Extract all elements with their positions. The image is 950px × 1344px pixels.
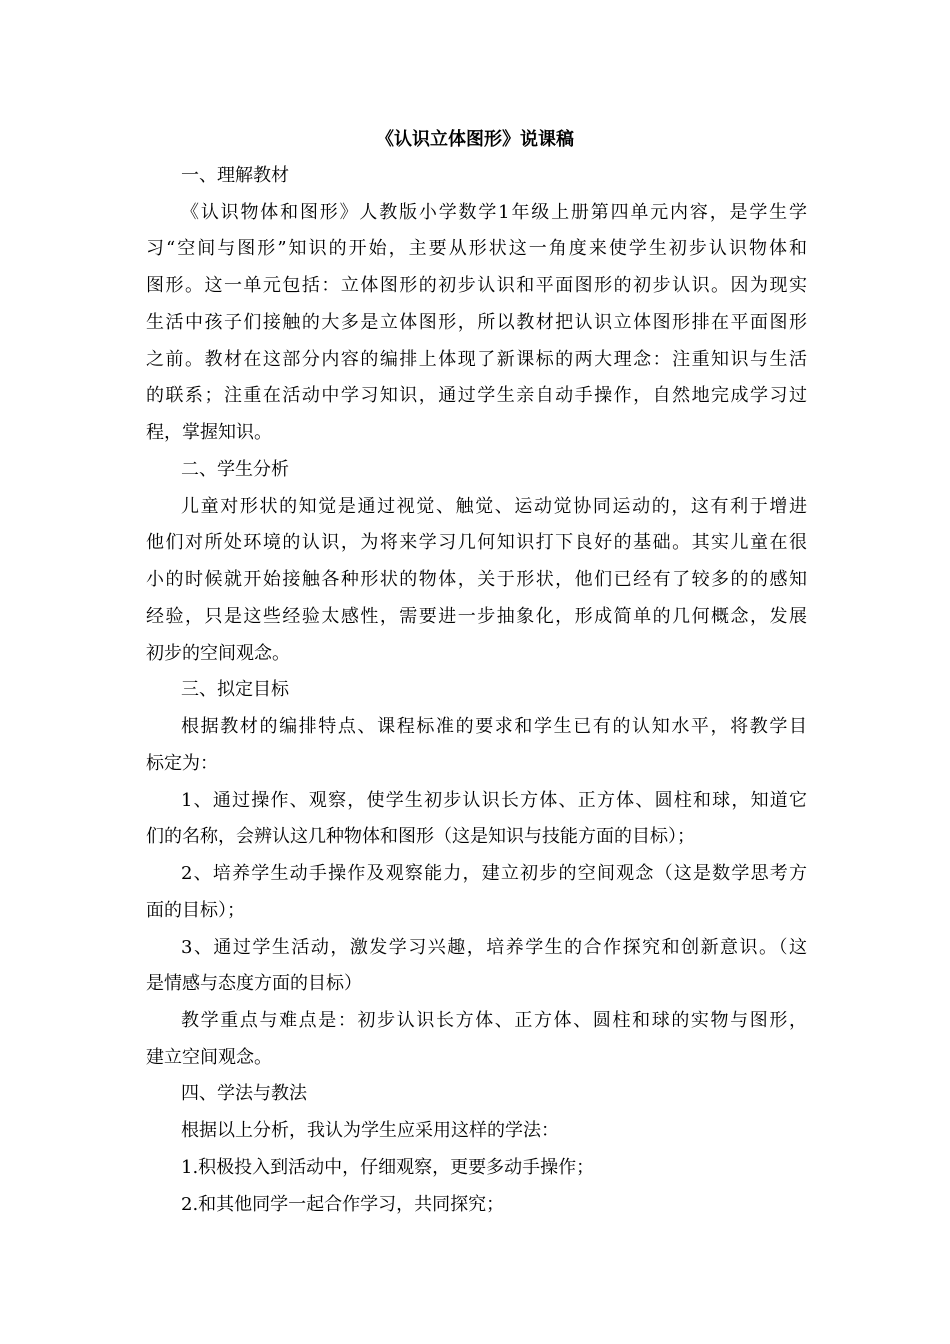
goal-item-line: 是情感与态度方面的目标） — [146, 973, 362, 994]
section-heading-student-analysis: 二、学生分析 — [181, 459, 289, 480]
paragraph-line: 的联系；注重在活动中学习知识，通过学生亲自动手操作，自然地完成学习过 — [146, 385, 807, 406]
paragraph-line: 他们对所处环境的认识，为将来学习几何知识打下良好的基础。其实儿童在很 — [146, 532, 807, 553]
paragraph-line: 生活中孩子们接触的大多是立体图形，所以教材把认识立体图形排在平面图形 — [146, 312, 807, 333]
paragraph-line: 根据以上分析，我认为学生应采用这样的学法： — [181, 1120, 559, 1141]
goal-item-line: 们的名称，会辨认这几种物体和图形（这是知识与技能方面的目标）； — [146, 826, 695, 847]
goal-item-line: 2、培养学生动手操作及观察能力，建立初步的空间观念（这是数学思考方 — [181, 863, 807, 884]
goal-item-line: 3、通过学生活动，激发学习兴趣，培养学生的合作探究和创新意识。（这 — [181, 937, 807, 958]
paragraph-line: 之前。教材在这部分内容的编排上体现了新课标的两大理念：注重知识与生活 — [146, 349, 807, 370]
section-heading-goals: 三、拟定目标 — [181, 679, 289, 700]
paragraph-line: 建立空间观念。 — [146, 1047, 272, 1068]
paragraph-line: 图形。这一单元包括：立体图形的初步认识和平面图形的初步认识。因为现实 — [146, 275, 807, 296]
paragraph-line: 根据教材的编排特点、课程标准的要求和学生已有的认知水平，将教学目 — [181, 716, 807, 737]
paragraph-line: 小的时候就开始接触各种形状的物体，关于形状，他们已经有了较多的的感知 — [146, 569, 807, 590]
paragraph-line: 习“空间与图形”知识的开始，主要从形状这一角度来使学生初步认识物体和 — [146, 238, 807, 259]
paragraph-line: 程，掌握知识。 — [146, 422, 272, 443]
section-heading-methods: 四、学法与教法 — [181, 1083, 307, 1104]
method-item-line: 2.和其他同学一起合作学习，共同探究； — [181, 1194, 505, 1215]
paragraph-line: 《认识物体和图形》人教版小学数学1年级上册第四单元内容，是学生学 — [181, 202, 807, 223]
section-heading-understand-textbook: 一、理解教材 — [181, 165, 289, 186]
paragraph-line: 经验，只是这些经验太感性，需要进一步抽象化，形成简单的几何概念，发展 — [146, 606, 807, 627]
document-title: 《认识立体图形》说课稿 — [376, 129, 574, 150]
goal-item-line: 面的目标）； — [146, 900, 245, 921]
paragraph-line: 教学重点与难点是：初步认识长方体、正方体、圆柱和球的实物与图形， — [181, 1010, 807, 1031]
method-item-line: 1.积极投入到活动中，仔细观察，更要多动手操作； — [181, 1157, 595, 1178]
goal-item-line: 1、通过操作、观察，使学生初步认识长方体、正方体、圆柱和球，知道它 — [181, 790, 807, 811]
paragraph-line: 儿童对形状的知觉是通过视觉、触觉、运动觉协同运动的，这有利于增进 — [181, 496, 807, 517]
paragraph-line: 标定为： — [146, 753, 218, 774]
paragraph-line: 初步的空间观念。 — [146, 643, 290, 664]
